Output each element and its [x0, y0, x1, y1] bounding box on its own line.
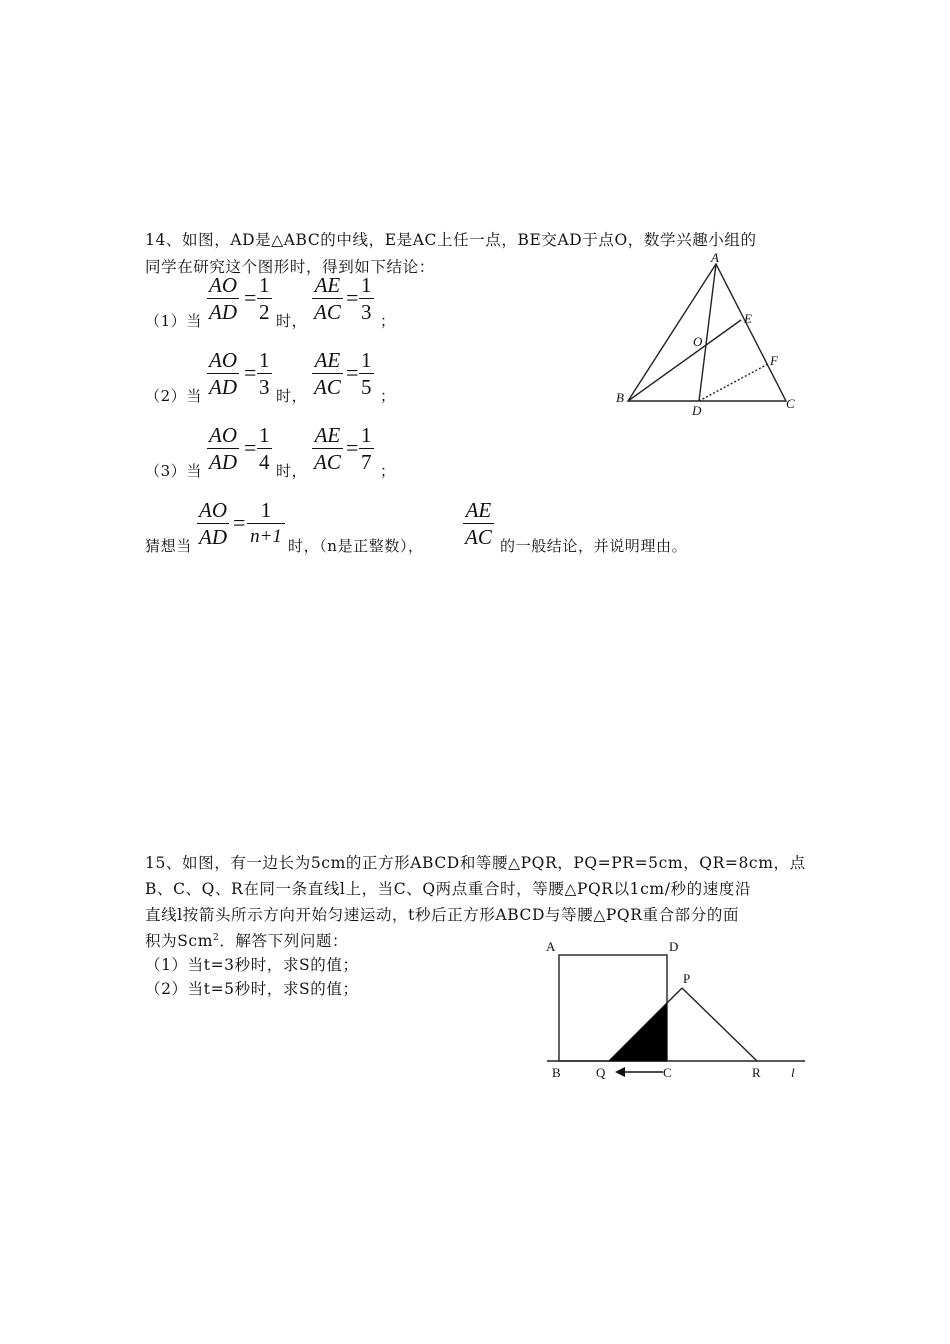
case1-end: ；: [380, 312, 396, 330]
q15-line-2: B、C、Q、R在同一条直线l上，当C、Q两点重合时，等腰△PQR以1cm/秒的速度沿: [145, 880, 752, 898]
label-d: D: [669, 939, 679, 954]
case3-value-1: 1 4: [259, 423, 270, 475]
equals-sign: =: [346, 360, 359, 385]
case3-frac-ao-ad: AO AD: [209, 423, 237, 475]
guess-value: 1 n+1: [247, 498, 285, 549]
q15-line-3: 直线l按箭头所示方向开始匀速运动，t秒后正方形ABCD与等腰△PQR重合部分的面: [145, 906, 740, 924]
q14-triangle-figure: [600, 250, 820, 420]
label-a: A: [711, 250, 719, 265]
equals-sign: =: [346, 435, 359, 460]
case2-frac-ae-ac: AE AC: [314, 348, 341, 400]
q14-line-1: 14、如图，AD是△ABC的中线，E是AC上任一点，BE交AD于点O，数学兴趣小组的: [145, 231, 757, 249]
q15-square-triangle-figure: [535, 935, 810, 1085]
case2-label: （2）当: [145, 387, 202, 405]
label-b: B: [552, 1065, 561, 1080]
guess-end: 的一般结论，并说明理由。: [500, 537, 688, 555]
label-q: Q: [596, 1065, 606, 1080]
q15-line-4: [145, 929, 348, 951]
case2-end: ；: [380, 387, 396, 405]
overlap-shaded-region: [609, 1003, 667, 1061]
equals-sign: =: [244, 285, 257, 310]
label-d: D: [692, 403, 702, 418]
q15-subquestion-1: （1）当t=3秒时，求S的值；: [145, 956, 359, 974]
q15-line-1: 15、如图，有一边长为5cm的正方形ABCD和等腰△PQR，PQ=PR=5cm，QR=8cm，点: [145, 854, 806, 872]
case3-value-2: 1 7: [361, 423, 372, 475]
label-c: C: [663, 1065, 672, 1080]
equals-sign: =: [244, 360, 257, 385]
equals-sign: =: [346, 285, 359, 310]
case1-frac-ao-ad: AO AD: [209, 273, 237, 325]
label-c: C: [786, 396, 795, 411]
label-e: E: [744, 311, 752, 326]
label-p: P: [683, 971, 691, 986]
case3-frac-ae-ac: AE AC: [314, 423, 341, 475]
case1-frac-ae-ac: AE AC: [314, 273, 341, 325]
guess-label: 猜想当: [145, 537, 192, 555]
case1-mid: 时，: [276, 312, 308, 330]
case1-value-1: 1 2: [259, 273, 270, 325]
superscript-2: 2: [213, 932, 220, 943]
label-o: O: [693, 334, 703, 349]
guess-frac-ae-ac: AE AC: [465, 498, 492, 550]
case3-label: （3）当: [145, 462, 202, 480]
label-b: B: [616, 390, 624, 405]
case2-frac-ao-ad: AO AD: [209, 348, 237, 400]
q15-line-4-text: 积为Scm: [145, 932, 213, 950]
label-r: R: [752, 1065, 761, 1080]
case2-mid: 时，: [276, 387, 308, 405]
case1-value-2: 1 3: [361, 273, 372, 325]
side-pr: [682, 988, 757, 1061]
equals-sign: =: [244, 435, 257, 460]
label-f: F: [770, 353, 778, 368]
case3-end: ；: [380, 462, 396, 480]
q15-subquestion-2: （2）当t=5秒时，求S的值；: [145, 980, 359, 998]
label-l: l: [791, 1065, 795, 1080]
dashed-df: [699, 364, 768, 401]
equals-sign: =: [233, 510, 246, 535]
guess-frac-ao-ad: AO AD: [199, 498, 227, 550]
segment-be: [628, 320, 741, 401]
median-ad: [699, 264, 716, 401]
label-a: A: [546, 939, 556, 954]
q15-line-4-rest: ．解答下列问题：: [219, 932, 349, 950]
case3-mid: 时，: [276, 462, 308, 480]
guess-mid: 时，（n是正整数），: [288, 537, 424, 555]
case2-value-2: 1 5: [361, 348, 372, 400]
case1-label: （1）当: [145, 312, 202, 330]
arrow-left-icon: [615, 1067, 663, 1077]
q14-line-2: 同学在研究这个图形时，得到如下结论：: [145, 258, 435, 276]
case2-value-1: 1 3: [259, 348, 270, 400]
